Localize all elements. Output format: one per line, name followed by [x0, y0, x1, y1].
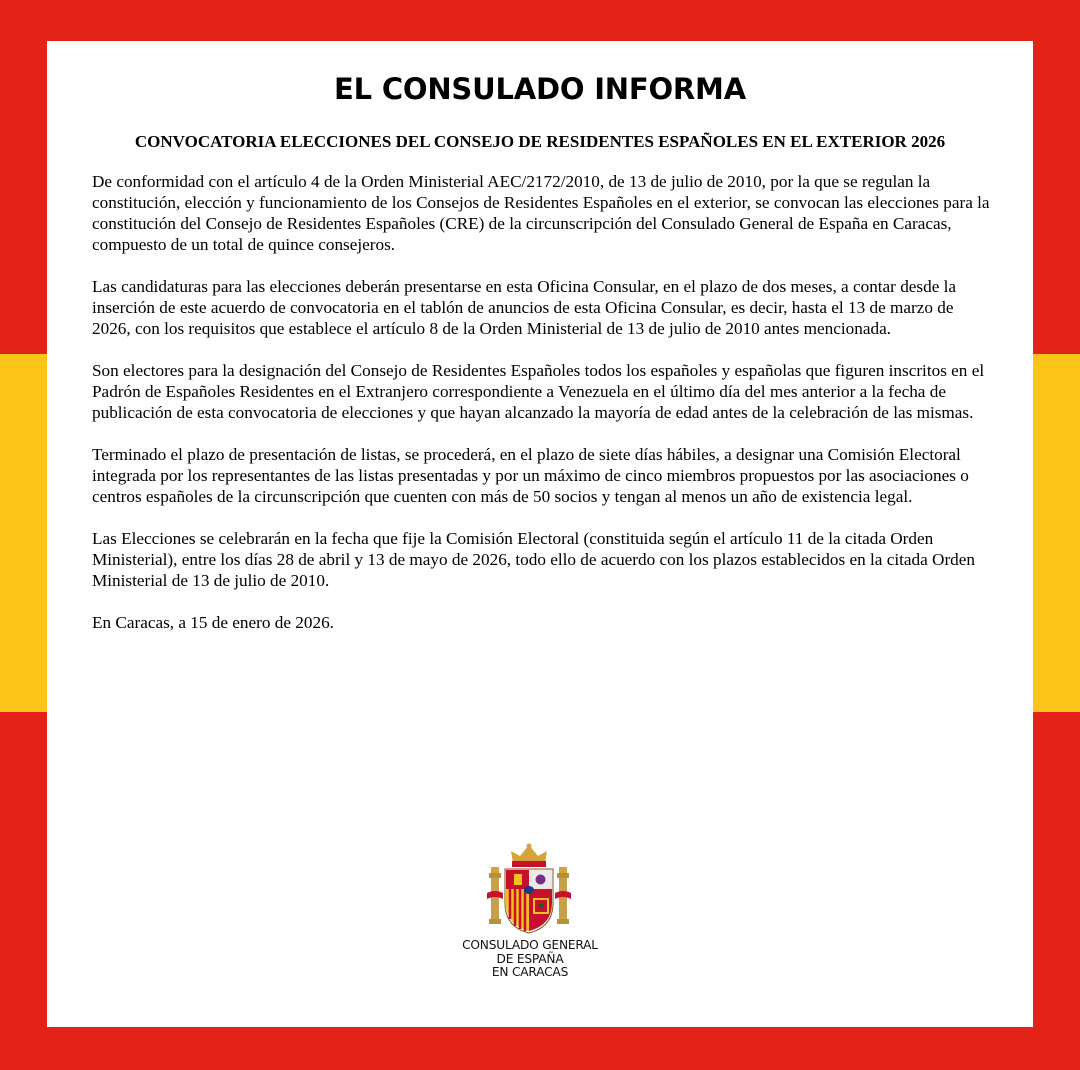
paragraph-3: Son electores para la designación del Consejo de Residentes Españoles todos los españoles y españolas que figuren inscritos en el Padrón de Españoles Residentes en el Extranjero correspondiente a Venezuela en el último día del mes anterior a la fecha de publicación de esta convocatoria de elecciones y que hayan alcanzado la mayoría de edad antes de la celebración de las mismas. — [92, 361, 985, 422]
notice-body — [92, 171, 992, 654]
paragraph-4: Terminado el plazo de presentación de listas, se procederá, en el plazo de siete días hábiles, a designar una Comisión Electoral integrada por los representantes de las listas presentadas y por un máximo de cinco miembros propuestos por las asociaciones o centros españoles de la circunscripción que cuenten con más de 50 socios y tengan al menos un año de existencia legal. — [92, 445, 969, 506]
date-line: En Caracas, a 15 de enero de 2026. — [92, 613, 334, 632]
org-line-3: EN CARACAS — [491, 965, 569, 979]
org-line-1: CONSULADO GENERAL — [462, 938, 598, 952]
notice-subtitle: CONVOCATORIA ELECCIONES DEL CONSEJO DE RESIDENTES ESPAÑOLES EN EL EXTERIOR 2026 — [134, 132, 946, 151]
spain-coat-of-arms-icon — [486, 843, 572, 935]
paragraph-5: Las Elecciones se celebrarán en la fecha que fije la Comisión Electoral (constituida según el artículo 11 de la citada Orden Ministerial), entre los días 28 de abril y 13 de mayo de 2026, todo ello de acuerdo con los plazos establecidos en la citada Orden Ministerial de 13 de julio de 2010. — [92, 529, 975, 590]
consulate-name — [430, 939, 630, 980]
paragraph-2: Las candidaturas para las elecciones deberán presentarse en esta Oficina Consular, en el plazo de dos meses, a contar desde la inserción de este acuerdo de convocatoria en el tablón de anuncios de esta Oficina Consular, es decir, hasta el 13 de marzo de 2026, con los requisitos que establece el artículo 8 de la Orden Ministerial de 13 de julio de 2010 antes mencionada. — [92, 277, 957, 338]
org-line-2: DE ESPAÑA — [496, 951, 564, 966]
page-title: EL CONSULADO INFORMA — [334, 72, 746, 106]
paragraph-1: De conformidad con el artículo 4 de la Orden Ministerial AEC/2172/2010, de 13 de julio de 2010, por la que se regulan la constitución, elección y funcionamiento de los Consejos de Residentes Españoles en el exterior, se convocan las elecciones para la constitución del Consejo de Residentes Españoles (CRE) de la circunscripción del Consulado General de España en Caracas, compuesto de un total de quince consejeros. — [92, 172, 990, 254]
